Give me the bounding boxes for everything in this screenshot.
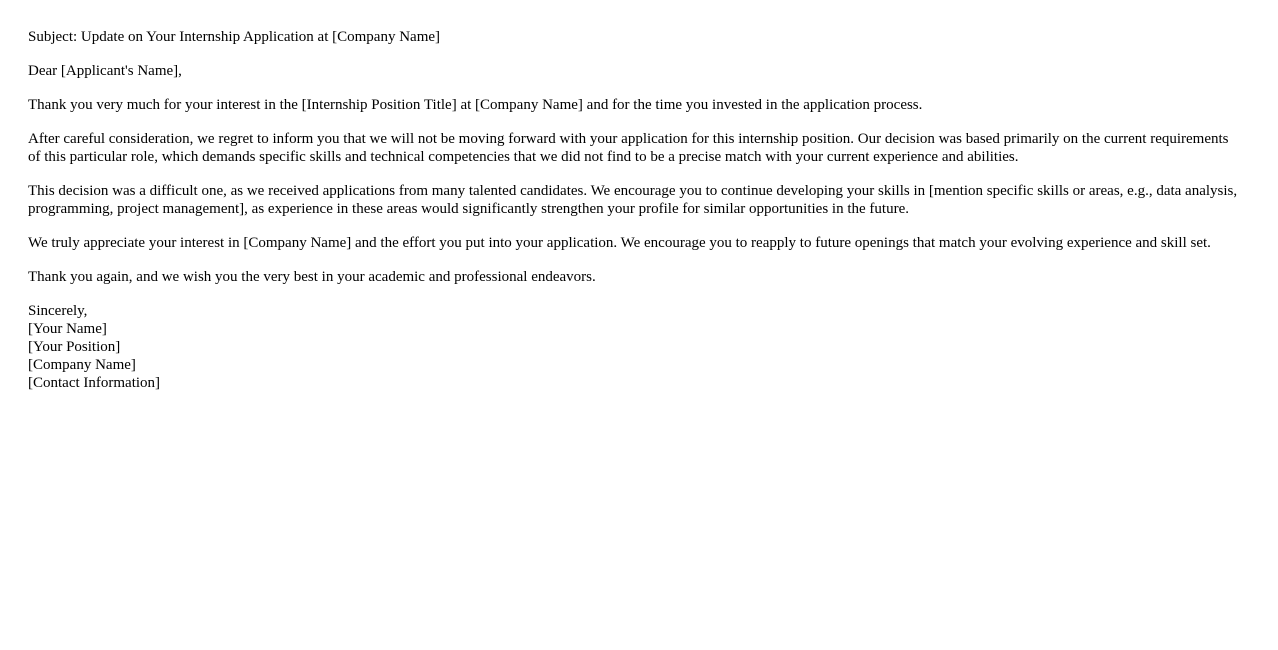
signature-contact: [Contact Information] [28, 375, 161, 391]
body-paragraph-appreciation: We truly appreciate your interest in [Company Name] and the effort you put into your application. We encourage you to reapply to future openings that match your evolving experience and skill set. [28, 235, 1211, 251]
email-greeting: Dear [Applicant's Name], [28, 63, 182, 79]
signature-name: [Your Name] [28, 321, 107, 337]
body-paragraph-thanks: Thank you very much for your interest in the [Internship Position Title] at [Company Name] and for the time you invested in the application process. [28, 97, 923, 113]
body-paragraph-encouragement: This decision was a difficult one, as we received applications from many talented candidates. We encourage you to continue developing your skills in [mention specific skills or areas, e.g., data analysis, programming, project management], as experience in these areas would significantly strengthen your profile for similar opportunities in the future. [28, 183, 1238, 217]
body-paragraph-decision: After careful consideration, we regret to inform you that we will not be moving forward with your application for this internship position. Our decision was based primarily on the current requirements of this particular role, which demands specific skills and technical competencies that we did not find to be a precise match with your current experience and abilities. [28, 131, 1229, 165]
email-subject: Subject: Update on Your Internship Application at [Company Name] [28, 29, 441, 45]
signature-block [28, 302, 1243, 392]
body-paragraph-closing-wishes: Thank you again, and we wish you the very best in your academic and professional endeavors. [28, 269, 596, 285]
signature-position: [Your Position] [28, 339, 121, 355]
signature-company: [Company Name] [28, 357, 136, 373]
email-letter [28, 28, 1243, 392]
signature-closing: Sincerely, [28, 303, 88, 319]
